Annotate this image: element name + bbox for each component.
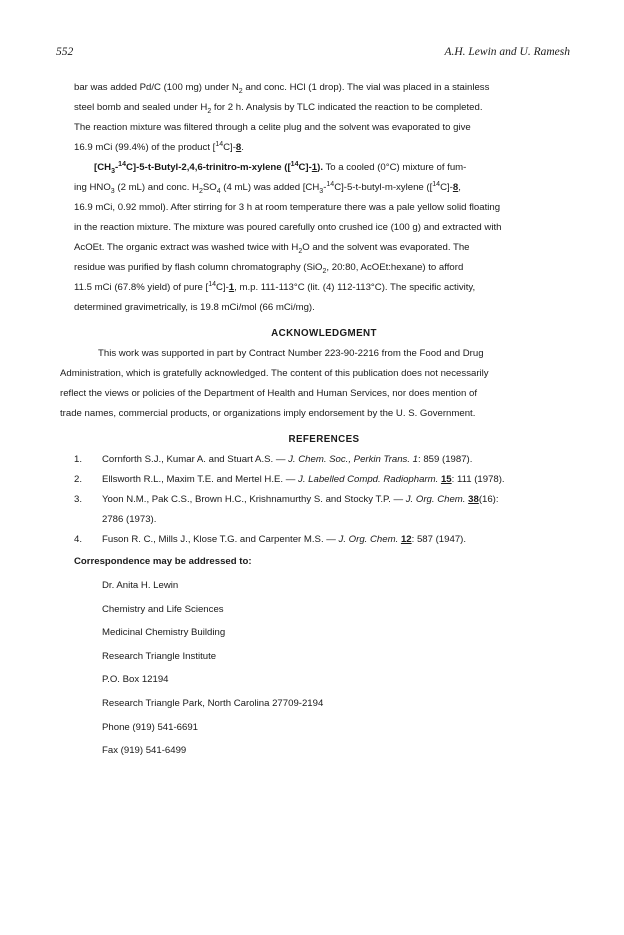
address-line: Fax (919) 541-6499	[102, 745, 187, 757]
text-line: This work was supported in part by Contract Number 223-90-2216 from the Food and Drug	[98, 348, 484, 359]
reference-item: 2. Ellsworth R.L., Maxim T.E. and Mertel H.E. — J. Labelled Compd. Radiopharm. 15: 111 (1978).	[74, 474, 505, 485]
text-line: $[CH_3-^{14}C]-5-t-Butyl-2,4,6-trinitro-m$-xylene ([$^{14}$C]-1). To a cooled (0°C) mixture of fum-	[94, 160, 467, 175]
text-line: ing $HNO_3$ (2 mL) and conc. $H_2SO_4$ (4 mL) was added $[CH_3-^{14}C]-5-t-butyl-m$-xylene ([$^{14}$C]-8,	[74, 180, 461, 195]
text-line: residue was purified by flash column chromatography (SiO$_2$, 20:80, AcOEt:hexane) to afford	[74, 262, 464, 275]
text-line: steel bomb and sealed under $H_2$ for 2 h. Analysis by TLC indicated the reaction to be completed.	[74, 102, 483, 115]
address-line: Medicinal Chemistry Building	[102, 627, 226, 639]
address-line: Research Triangle Park, North Carolina 27709-2194	[102, 697, 324, 709]
correspondence-address	[74, 576, 574, 765]
text-line: The reaction mixture was filtered through a celite plug and the solvent was evaporated to give	[74, 122, 471, 133]
reference-item: 4. Fuson R. C., Mills J., Klose T.G. and Carpenter M.S. — J. Org. Chem. 12: 587 (1947).	[74, 534, 467, 545]
correspondence-heading: Correspondence may be addressed to:	[74, 556, 252, 567]
text-line: 16.9 mCi, 0.92 mmol). After stirring for 3 h at room temperature there was a pale yellow solid floating	[74, 202, 501, 213]
text-line: 11.5 mCi (67.8% yield) of pure [$^{14}$C]-1, m.p. 111-113°C (lit. (4) 112-113°C). The specific activity,	[74, 280, 476, 293]
address-line: P.O. Box 12194	[102, 674, 169, 686]
reference-item: 3. Yoon N.M., Pak C.S., Brown H.C., Krishnamurthy S. and Stocky T.P. — J. Org. Chem. 38(16):	[74, 494, 499, 505]
acknowledgment-paragraph	[60, 344, 574, 424]
text-line: 16.9 mCi (99.4%) of the product [$^{14}$C]-8.	[74, 140, 244, 153]
running-head-authors: A.H. Lewin and U. Ramesh	[444, 46, 570, 58]
reference-item: 1. Cornforth S.J., Kumar A. and Stuart A.S. — J. Chem. Soc., Perkin Trans. 1: 859 (1987).	[74, 454, 473, 465]
text-line: in the reaction mixture. The mixture was poured carefully onto crushed ice (100 g) and extracted with	[74, 222, 502, 233]
text-line: bar was added Pd/C (100 mg) under $N_2$ and conc. HCl (1 drop). The vial was placed in a stainless	[74, 82, 490, 95]
paragraph-nitration	[74, 158, 574, 318]
address-line: Dr. Anita H. Lewin	[102, 580, 179, 591]
references-heading: REFERENCES	[288, 434, 360, 445]
running-header	[56, 46, 570, 62]
references-list	[74, 450, 574, 550]
paragraph-hydrogenation	[74, 78, 574, 158]
text-line: determined gravimetrically, is 19.8 mCi/mol (66 mCi/mg).	[74, 302, 315, 313]
article-body	[60, 78, 574, 765]
text-line: AcOEt. The organic extract was washed twice with $H_2O$ and the solvent was evaporated. The	[74, 242, 470, 255]
text-line: Administration, which is gratefully acknowledged. The content of this publication does not necessarily	[60, 368, 489, 379]
address-line: Research Triangle Institute	[102, 650, 217, 662]
text-line: reflect the views or policies of the Department of Health and Human Services, nor does mention of	[60, 388, 478, 399]
reference-item-continuation: 2786 (1973).	[102, 514, 157, 525]
compound-title: $[CH_3-^{14}C]-5-t-Butyl-2,4,6-trinitro-m$-xylene ([$^{14}$C]-1).	[94, 160, 324, 175]
acknowledgment-heading: ACKNOWLEDGMENT	[271, 328, 377, 339]
page-number: 552	[56, 46, 74, 58]
text-line: trade names, commercial products, or organizations imply endorsement by the U. S. Government.	[60, 408, 476, 419]
address-line: Phone (919) 541-6691	[102, 721, 199, 733]
address-line: Chemistry and Life Sciences	[102, 603, 224, 615]
